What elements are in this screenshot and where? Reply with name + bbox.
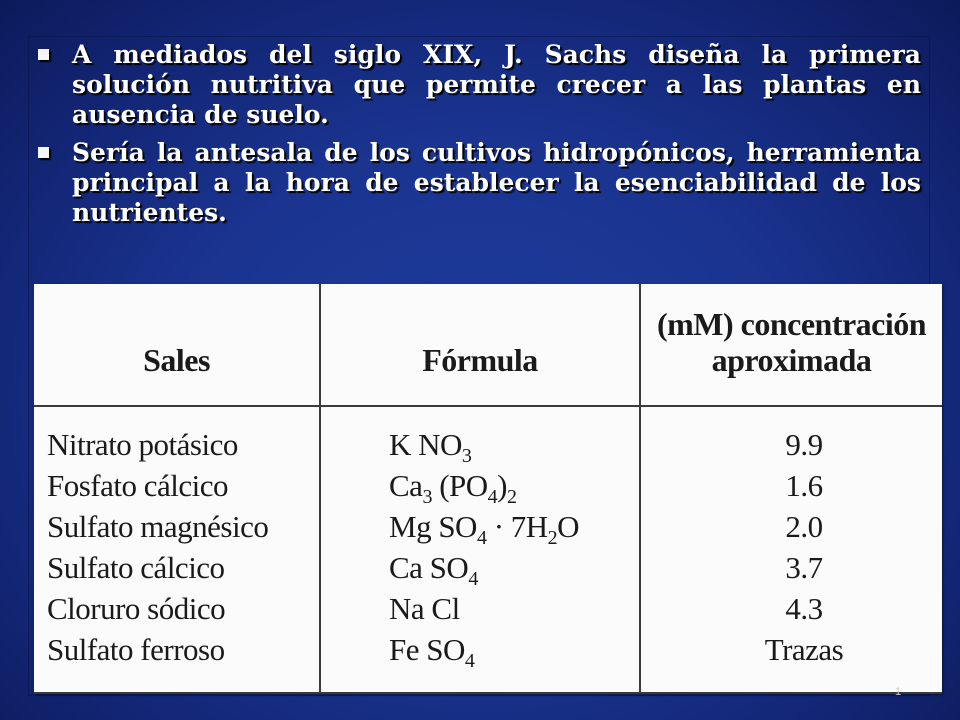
- formula-subscript: 4: [468, 568, 478, 590]
- formula-text: Fe SO: [389, 632, 465, 667]
- formula-text: Mg SO: [389, 509, 477, 544]
- formula-subscript: 2: [547, 527, 558, 549]
- column-formula: [389, 424, 579, 670]
- header-concentration-line2: aproximada: [711, 342, 872, 378]
- chemical-formula: [389, 424, 579, 465]
- column-concentration: [719, 424, 889, 670]
- bullet-text: A mediados del siglo XIX, J. Sachs diseña la primera solución nutritiva que permite crecer a las plantas en ausencia de suelo.: [72, 40, 921, 129]
- header-sales: Sales: [143, 342, 210, 378]
- slide-number: 1: [895, 686, 902, 698]
- chemical-formula: [389, 629, 579, 670]
- salt-name: Sulfato magnésico: [47, 509, 269, 544]
- chemical-formula: [389, 547, 579, 588]
- header-concentration: [641, 306, 942, 378]
- header-divider: [34, 405, 942, 407]
- formula-text: (PO: [431, 468, 488, 503]
- concentration-value: 9.9: [785, 427, 823, 462]
- formula-text: K NO: [389, 427, 462, 462]
- formula-subscript: 2: [506, 486, 517, 508]
- salt-name: Sulfato ferroso: [47, 632, 225, 667]
- salt-name: Fosfato cálcico: [47, 468, 229, 503]
- bullet-text: Sería la antesala de los cultivos hidropónicos, herramienta principal a la hora de establecer la esenciabilidad de los nutrientes.: [72, 138, 921, 227]
- bullet-item: [36, 40, 921, 130]
- concentration-value: 1.6: [785, 468, 823, 503]
- salt-name: Sulfato cálcico: [47, 550, 225, 585]
- formula-subscript: 4: [487, 486, 498, 508]
- formula-text: O: [557, 509, 580, 544]
- formula-text: Na Cl: [389, 591, 460, 626]
- bullet-list: [36, 40, 921, 236]
- table-bottom-border: [34, 692, 942, 694]
- header-formula: Fórmula: [422, 342, 538, 378]
- formula-subscript: 4: [476, 527, 487, 549]
- formula-subscript: 4: [464, 650, 475, 672]
- concentration-value: 4.3: [785, 591, 823, 626]
- concentration-value: Trazas: [764, 632, 844, 667]
- nutrient-solution-table: [34, 284, 942, 694]
- concentration-value: 2.0: [785, 509, 823, 544]
- concentration-value: 3.7: [785, 550, 823, 585]
- bullet-item: [36, 138, 921, 228]
- salt-name: Cloruro sódico: [47, 591, 226, 626]
- chemical-formula: [389, 506, 579, 547]
- formula-subscript: 3: [461, 445, 472, 467]
- formula-text: ): [497, 468, 507, 503]
- formula-text: Ca SO: [389, 550, 469, 585]
- chemical-formula: [389, 588, 579, 629]
- column-sales: [47, 424, 268, 670]
- square-bullet-icon: [38, 147, 49, 158]
- square-bullet-icon: [38, 49, 49, 60]
- formula-subscript: 3: [422, 486, 432, 508]
- formula-text: Ca: [389, 468, 423, 503]
- salt-name: Nitrato potásico: [47, 427, 238, 462]
- header-concentration-line1: (mM) concentración: [656, 306, 927, 342]
- chemical-formula: [389, 465, 579, 506]
- formula-text: · 7H: [486, 509, 548, 544]
